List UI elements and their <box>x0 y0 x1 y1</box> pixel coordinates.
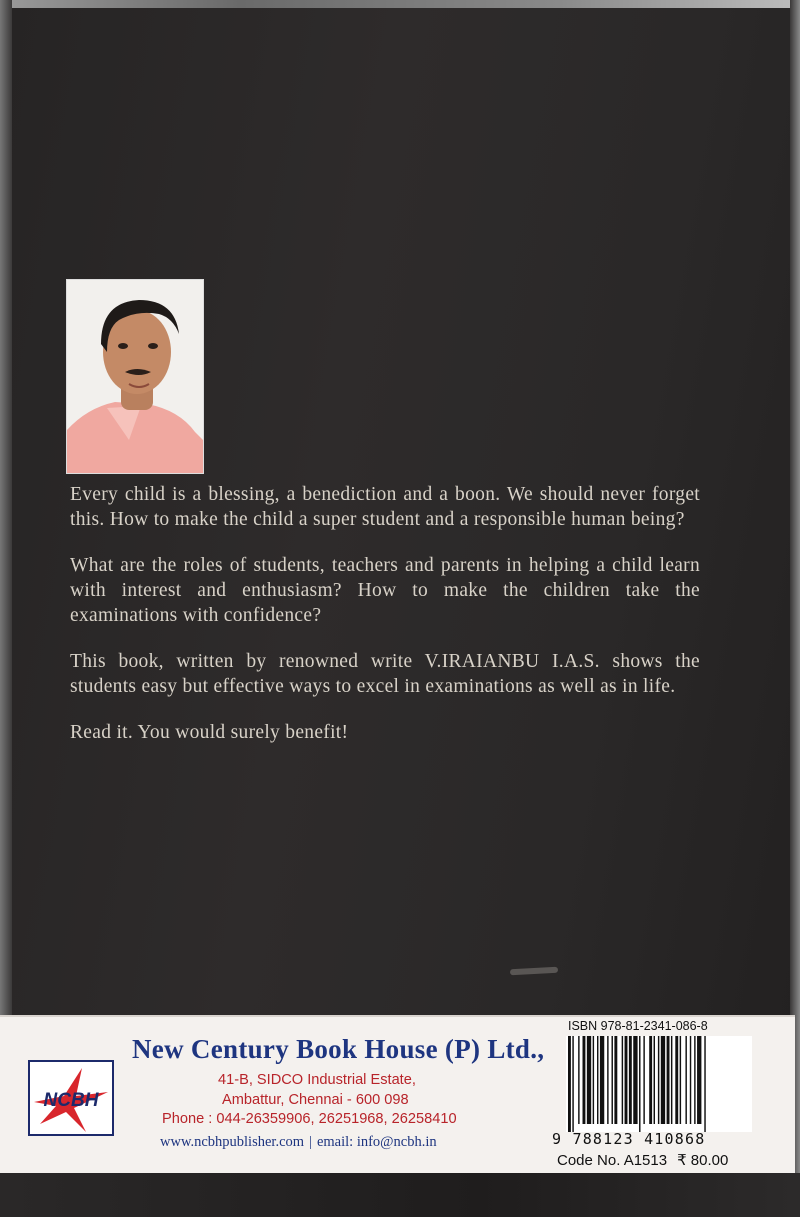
barcode-digits: 9 788123 410868 <box>552 1130 706 1148</box>
barcode-bar <box>667 1036 670 1124</box>
barcode-bar <box>600 1036 604 1124</box>
cover-scratch <box>510 967 558 976</box>
code-and-price <box>557 1151 728 1169</box>
barcode-bar <box>568 1036 571 1132</box>
barcode-bar <box>629 1036 632 1124</box>
price: ₹ 80.00 <box>677 1152 729 1169</box>
barcode-bar <box>614 1036 617 1124</box>
barcode-bar <box>578 1036 579 1124</box>
blurb-paragraph: This book, written by renowned write V.IRAIANBU I.A.S. shows the students easy but effective ways to excel in examinations as well as in life. <box>70 651 700 697</box>
barcode-bar <box>690 1036 691 1124</box>
barcode-bar <box>643 1036 644 1124</box>
barcode-bar <box>658 1036 659 1124</box>
barcode-bar <box>587 1036 591 1124</box>
ncbh-logo-icon <box>30 1062 112 1134</box>
author-photo <box>66 279 204 474</box>
barcode-bars <box>566 1036 752 1132</box>
barcode-bar <box>671 1036 672 1124</box>
book-blurb <box>70 482 700 766</box>
publisher-address <box>162 1071 542 1130</box>
barcode-bar <box>625 1036 628 1124</box>
barcode-bar <box>649 1036 652 1124</box>
barcode-bar <box>607 1036 608 1124</box>
barcode-bar <box>654 1036 655 1124</box>
barcode-bar <box>704 1036 705 1132</box>
barcode-bar <box>685 1036 686 1124</box>
contact-separator: | <box>309 1134 312 1150</box>
isbn-label: ISBN 978-81-2341-086-8 <box>568 1019 708 1033</box>
address-line-2: Ambattur, Chennai - 600 098 <box>222 1091 409 1108</box>
blurb-paragraph: Read it. You would surely benefit! <box>70 722 349 743</box>
barcode <box>566 1036 752 1132</box>
email-link[interactable]: email: info@ncbh.in <box>316 1134 437 1150</box>
publisher-contact <box>160 1134 437 1151</box>
publisher-logo <box>28 1060 114 1136</box>
website-link[interactable]: www.ncbhpublisher.com <box>160 1134 305 1150</box>
barcode-bar <box>572 1036 573 1132</box>
blurb-paragraph: What are the roles of students, teachers and parents in helping a child learn with interest and enthusiasm? How to make the children take the examinations with confidence? <box>70 555 700 626</box>
barcode-bar <box>597 1036 598 1124</box>
logo-text: NCBH <box>43 1090 99 1111</box>
author-portrait-illustration <box>67 280 203 473</box>
barcode-bar <box>661 1036 665 1124</box>
blurb-paragraph: Every child is a blessing, a benediction and a boon. We should never forget this. How to make the child a super student and a responsible human being? <box>70 484 700 530</box>
publisher-name: New Century Book House (P) Ltd., <box>132 1034 545 1064</box>
barcode-bar <box>622 1036 623 1124</box>
address-line-1: 41-B, SIDCO Industrial Estate, <box>218 1072 416 1088</box>
phone-numbers: Phone : 044-26359906, 26251968, 26258410 <box>162 1111 457 1127</box>
barcode-bar <box>612 1036 613 1124</box>
barcode-bar <box>694 1036 695 1124</box>
code-number: Code No. A1513 <box>557 1152 668 1169</box>
barcode-bar <box>633 1036 637 1124</box>
barcode-bar <box>583 1036 586 1124</box>
barcode-bar <box>675 1036 678 1124</box>
barcode-bar <box>639 1036 640 1132</box>
barcode-bar <box>697 1036 701 1124</box>
barcode-bar <box>593 1036 594 1124</box>
cover-bottom-edge <box>0 1173 800 1217</box>
barcode-bar <box>680 1036 681 1124</box>
